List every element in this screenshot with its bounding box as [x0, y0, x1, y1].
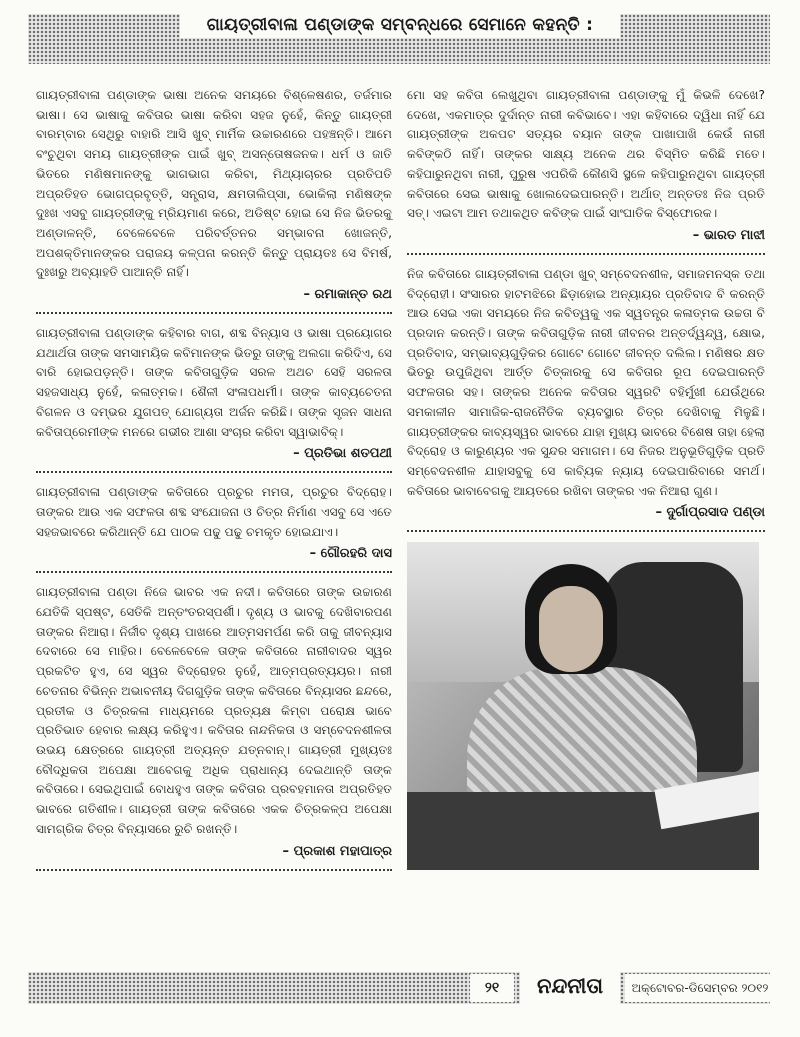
- section-divider: [36, 571, 392, 573]
- section-divider: [36, 312, 392, 314]
- quote-author: – ପ୍ରତିଭା ଶତପଥୀ: [293, 446, 392, 462]
- left-column: [36, 86, 392, 881]
- quote-author: – ପ୍ରକାଶ ମହାପାତ୍ର: [282, 843, 392, 859]
- page-number: ୨୧: [470, 974, 514, 1002]
- page-title: ଗାୟତ୍ରୀବାଳା ପଣ୍ଡାଙ୍କ ସମ୍ବନ୍ଧରେ ସେମାନେ କହନ୍ତି :: [180, 12, 620, 38]
- quote-author: – ରମାକାନ୍ତ ରଥ: [303, 287, 392, 303]
- quote-section: [36, 583, 392, 860]
- quote-author: – ଗୌରହରି ଦାସ: [309, 546, 392, 562]
- quote-text: ମୋ ସହ କବିତା ଲେଖୁଥିବା ଗାୟତ୍ରୀବାଳା ପଣ୍ଡାଙ୍କୁ ମୁଁ କିଭଳି ଦେଖେ? ଦେଖେ, ଏକମାତ୍ର ଦୁର୍ଦାନ୍ତ ନାରୀ କବିଭାବେ। ଏହା କହିବାରେ ଦ୍ୱିଧା ନାହିଁ ଯେ ଗାୟତ୍ରୀଙ୍କ ଅକପଟ ସତ୍ୟର ବୟାନ ତାଙ୍କ ପାଖାପାଖି କେଉଁ ନାରୀ କବିଙ୍କଠି ନାହିଁ। ତାଙ୍କର ସାକ୍ଷ୍ୟ ଅନେକ ଥର ବିସ୍ମିତ କରିଛି ମତେ। କହିପାରୁନଥିବା ନାରୀ, ପୁରୁଷ ଏପରିକି କୌଣସି ସ୍ଥଳେ କହିପାରୁନଥିବା ଗାୟତ୍ରୀ କବିତାରେ ସେଇ ଭାଷାକୁ ଖୋଲଦେଇପାରନ୍ତି। ଅର୍ଥାତ୍ ଅନ୍ତତଃ ନିଜ ପ୍ରତି ସତ୍। ଏଇଟା ଆମ ତଥାକଥିତ କବିଙ୍କ ପାଇଁ ସାଂଘାତିକ ବିସ୍ଫୋରକ।: [407, 88, 765, 221]
- quote-section: [36, 483, 392, 563]
- quote-section: [407, 265, 765, 522]
- right-column: [407, 86, 765, 870]
- photo-face: [539, 586, 603, 672]
- section-divider: [36, 869, 392, 871]
- quote-text: ଗାୟତ୍ରୀବାଳା ପଣ୍ଡା ନିଜେ ଭାବର ଏକ ନଦୀ। କବିତାରେ ତାଙ୍କ ଉଚ୍ଚାରଣ ଯେତିକି ସ୍ପଷ୍ଟ, ସେତିକି ଅନ୍ତଂତରସ୍ପର୍ଶୀ। ଦୃଶ୍ୟ ଓ ଭାବକୁ ଦେଖିବାରପଣ ତାଙ୍କର ନିଆରା। ନିର୍ଜୀବ ଦୃଶ୍ୟ ପାଖରେ ଆତ୍ମସମର୍ପଣ କରି ତାକୁ ଜୀବନ୍ୟାସ ଦେବାରେ ସେ ମାହିର। ବେଳେବେଳେ ତାଙ୍କ କବିତାରେ ନାରୀବାଦର ସ୍ୱର ପ୍ରକଟିତ ହୁଏ, ସେ ସ୍ୱର ବିଦ୍ରୋହର ନୁହେଁ, ଆତ୍ମପ୍ରତ୍ୟୟର। ନାରୀ ଚେତନାର ବିଭିନ୍ନ ଅଭାବନୀୟ ଦିଗଗୁଡ଼ିକ ତାଙ୍କ କବିତାରେ ବିନ୍ୟାସର ଛନ୍ଦରେ, ପ୍ରତୀକ ଓ ଚିତ୍ରକଳା ମାଧ୍ୟମରେ ପ୍ରତ୍ୟକ୍ଷ କିମ୍ବା ପରୋକ୍ଷ ଭାବେ ପ୍ରତିଭାତ ହେବାର ଲକ୍ଷ୍ୟ କରିହୁଏ। କବିତାର ନାନ୍ଦନିକତା ଓ ସମ୍ବେଦନଶୀଳତା ଉଭୟ କ୍ଷେତ୍ରରେ ଗାୟତ୍ରୀ ଅତ୍ୟନ୍ତ ଯତ୍ନବାନ୍। ଗାୟତ୍ରୀ ମୁଖ୍ୟତଃ ବୌଦ୍ଧିକତା ଅପେକ୍ଷା ଆବେଗକୁ ଅଧିକ ପ୍ରାଧାନ୍ୟ ଦେଇଥାନ୍ତି ତାଙ୍କ କବିତାରେ। ସେଇଥିପାଇଁ ବୋଧହୁଏ ତାଙ୍କ କବିତାର ପ୍ରବହମାନତା ଅପ୍ରତିହତ ଭାବରେ ଗତିଶୀଳ। ଗାୟତ୍ରୀ ତାଙ୍କ କବିତାରେ ଏକକ ଚିତ୍ରକଳ୍ପ ଅପେକ୍ଷା ସାମଗ୍ରିକ ଚିତ୍ର ବିନ୍ୟାସରେ ରୁଚି ରଖନ୍ତି।: [36, 585, 392, 836]
- poet-photo: [407, 542, 759, 870]
- quote-section: [36, 86, 392, 304]
- quote-text: ଗାୟତ୍ରୀବାଳା ପଣ୍ଡାଙ୍କ କବିତାରେ ପ୍ରଚୁର ମମତା, ପ୍ରଚୁର ବିଦ୍ରୋହ। ତାଙ୍କର ଆଉ ଏକ ସଫଳତା ଶବ୍ଦ ସଂଯୋଜନା ଓ ଚିତ୍ର ନିର୍ମାଣ ଏସବୁ ସେ ଏତେ ସହଜଭାବରେ କରିଥାନ୍ତି ଯେ ପାଠକ ପଢୁ ପଢୁ ଚମକୃତ ହୋଇଯାଏ।: [36, 485, 392, 539]
- quote-author: – ଭାରତ ମାଝୀ: [692, 227, 765, 243]
- quote-text: ଗାୟତ୍ରୀବାଳା ପଣ୍ଡାଙ୍କ କହିବାର ବାଗ, ଶବ୍ଦ ବିନ୍ୟାସ ଓ ଭାଷା ପ୍ରୟୋଗର ଯଥାର୍ଥତା ତାଙ୍କ ସମସାମୟିକ କବିମାନଙ୍କ ଭିତରୁ ତାଙ୍କୁ ଅଲଗା କରିଦିଏ, ସେ ବାରି ହୋଇପଡ଼ନ୍ତି। ତାଙ୍କ କବିତାଗୁଡ଼ିକ ସରଳ ଅଥଚ ସେହି ସରଳତା ସହଜସାଧ୍ୟ ନୁହେଁ, କଳାତ୍ମକ। ଶୈଳୀ ସଂଳାପଧର୍ମୀ। ତାଙ୍କ କାବ୍ୟଚେତନା ବିଗଳନ ଓ ଦମ୍ଭର ଯୁଗପତ୍ ଯୋଗ୍ୟତା ଅର୍ଜନ କରିଛି। ତାଙ୍କ ସୃଜନ ସାଧନା କବିତାପ୍ରେମୀଙ୍କ ମନରେ ଗଭୀର ଆଶା ସଂଚାର କରିବା ସ୍ୱାଭାବିକ୍।: [36, 326, 392, 439]
- quote-text: ଗାୟତ୍ରୀବାଳା ପଣ୍ଡାଙ୍କ ଭାଷା ଅନେକ ସମୟରେ ବିଶ୍ଳେଷଣର, ତର୍ଜମାର ଭାଷା। ସେ ଭାଷାକୁ କବିତାର ଭାଷା କରିବା ସହଜ ନୁହେଁ, କିନ୍ତୁ ଗାୟତ୍ରୀ ବାରମ୍ବାର ସେଥିରୁ ବାହାରି ଆସି ଖୁବ୍ ମାର୍ମିକ ଉଚ୍ଚାରଣରେ ପହଞ୍ଚନ୍ତି। ଆମେ ବଂଚୁଥିବା ସମୟ ଗାୟତ୍ରୀଙ୍କ ପାଇଁ ଖୁବ୍ ଅସନ୍ତୋଷଜନକ। ଧର୍ମ ଓ ଜାତି ଭିତରେ ମଣିଷମାନଙ୍କୁ ଭାଗଭାଗ କରିବା, ମିଥ୍ୟାଚାରର ପ୍ରତିପତି ଅପ୍ରତିହତ ଭୋଗପ୍ରବୃତ୍ତି, ସନ୍ତ୍ରାସ, କ୍ଷମତାଲିପ୍ସା, ଭୋକିଲା ମଣିଷଙ୍କ ଦୁଃଖ ଏସବୁ ଗାୟତ୍ରୀଙ୍କୁ ମ୍ରିୟମାଣ କରେ, ଅଡିଷ୍ଟ ହୋଇ ସେ ନିଜ ଭିତରକୁ ଅଣ୍ଡାଳନ୍ତି, ବେଳେବେଳେ ପରିବର୍ତ୍ତନର ସମ୍ଭାବନା ଖୋଜନ୍ତି, ଅପଶକ୍ତିମାନଙ୍କର ପରାଜୟ କଳ୍ପନା କରନ୍ତି କିନ୍ତୁ ପ୍ରାୟତଃ ସେ ବିମର୍ଷ, ଦୁଃଖରୁ ଅବ୍ୟାହତି ପାଆନ୍ତି ନାହିଁ।: [36, 88, 392, 280]
- magazine-logo: ନନ୍ଦନୀତା: [520, 968, 620, 1004]
- section-divider: [36, 471, 392, 473]
- section-divider: [407, 253, 765, 255]
- quote-section: [407, 86, 765, 245]
- issue-date: ଅକ୍ଟୋବର-ଡିସେମ୍ବର ୨୦୧୨: [625, 974, 775, 1002]
- quote-section: [36, 324, 392, 463]
- section-divider: [407, 530, 765, 532]
- quote-text: ନିଜ କବିତାରେ ଗାୟତ୍ରୀବାଳା ପଣ୍ଡା ଖୁବ୍ ସମ୍ବେଦନଶୀଳ, ସମାଜମନସ୍କ ତଥା ବିଦ୍ରୋହୀ। ସଂସାରର ହାଟମଝିରେ ଛିଡ଼ାହୋଇ ଅନ୍ୟାୟର ପ୍ରତିବାଦ ବି କରନ୍ତି ଆଉ ସେଇ ଏକା ସମୟରେ ନିଜ କବିତ୍ୱକୁ ଏକ ସ୍ୱତନ୍ତ୍ର କଳାତ୍ମକ ଉଚ୍ଚତା ବି ପ୍ରଦାନ କରନ୍ତି। ତାଙ୍କ କବିତାଗୁଡ଼ିକ ନାରୀ ଜୀବନର ଅନ୍ତର୍ଦ୍ୱନ୍ଦ୍ୱ, କ୍ଷୋଭ, ପ୍ରତିବାଦ, ସମ୍ଭାବ୍ୟଗୁଡ଼ିକର ଗୋଟେ ଗୋଟେ ଜୀବନ୍ତ ଦଲିଲ। ମଣିଷର କ୍ଷତ ଭିତରୁ ଉପୁଜିଥିବା ଆର୍ତ୍ତ ଚିତ୍କାରକୁ ସେ କବିତାର ରୂପ ଦେଇପାରନ୍ତି ସଫଳତାର ସହ। ତାଙ୍କର ଅନେକ କବିତାର ସ୍ୱରଟି ବହିର୍ମୁଖୀ ଯେଉଁଥିରେ ସମକାଳୀନ ସାମାଜିକ-ରାଜନୈତିକ ବ୍ୟବସ୍ଥାର ଚିତ୍ର ଦେଖିବାକୁ ମିଳୁଛି। ଗାୟତ୍ରୀଙ୍କର କାବ୍ୟସ୍ୱର ଭାବରେ ଯାହା ମୁଖ୍ୟ ଭାବରେ ବିଶେଷ ତାହା ହେଲା ବିଦ୍ରୋହ ଓ କାରୁଣ୍ୟର ଏକ ସୁନ୍ଦର ସମାଗମ। ସେ ନିଜର ଅନୁଭୂତିଗୁଡ଼ିକ ପ୍ରତି ସମ୍ବେଦନଶୀଳ ଯାହାସବୁକୁ ସେ କାବ୍ୟିକ ନ୍ୟାୟ ଦେଇପାରିବାରେ ସମର୍ଥ। କବିତାରେ ଭାବାବେଗକୁ ଆୟତରେ ରଖିବା ତାଙ୍କର ଏକ ନିଆରା ଗୁଣ।: [407, 266, 765, 498]
- quote-author: – ଦୁର୍ଗାପ୍ରସାଦ ପଣ୍ଡା: [655, 505, 765, 521]
